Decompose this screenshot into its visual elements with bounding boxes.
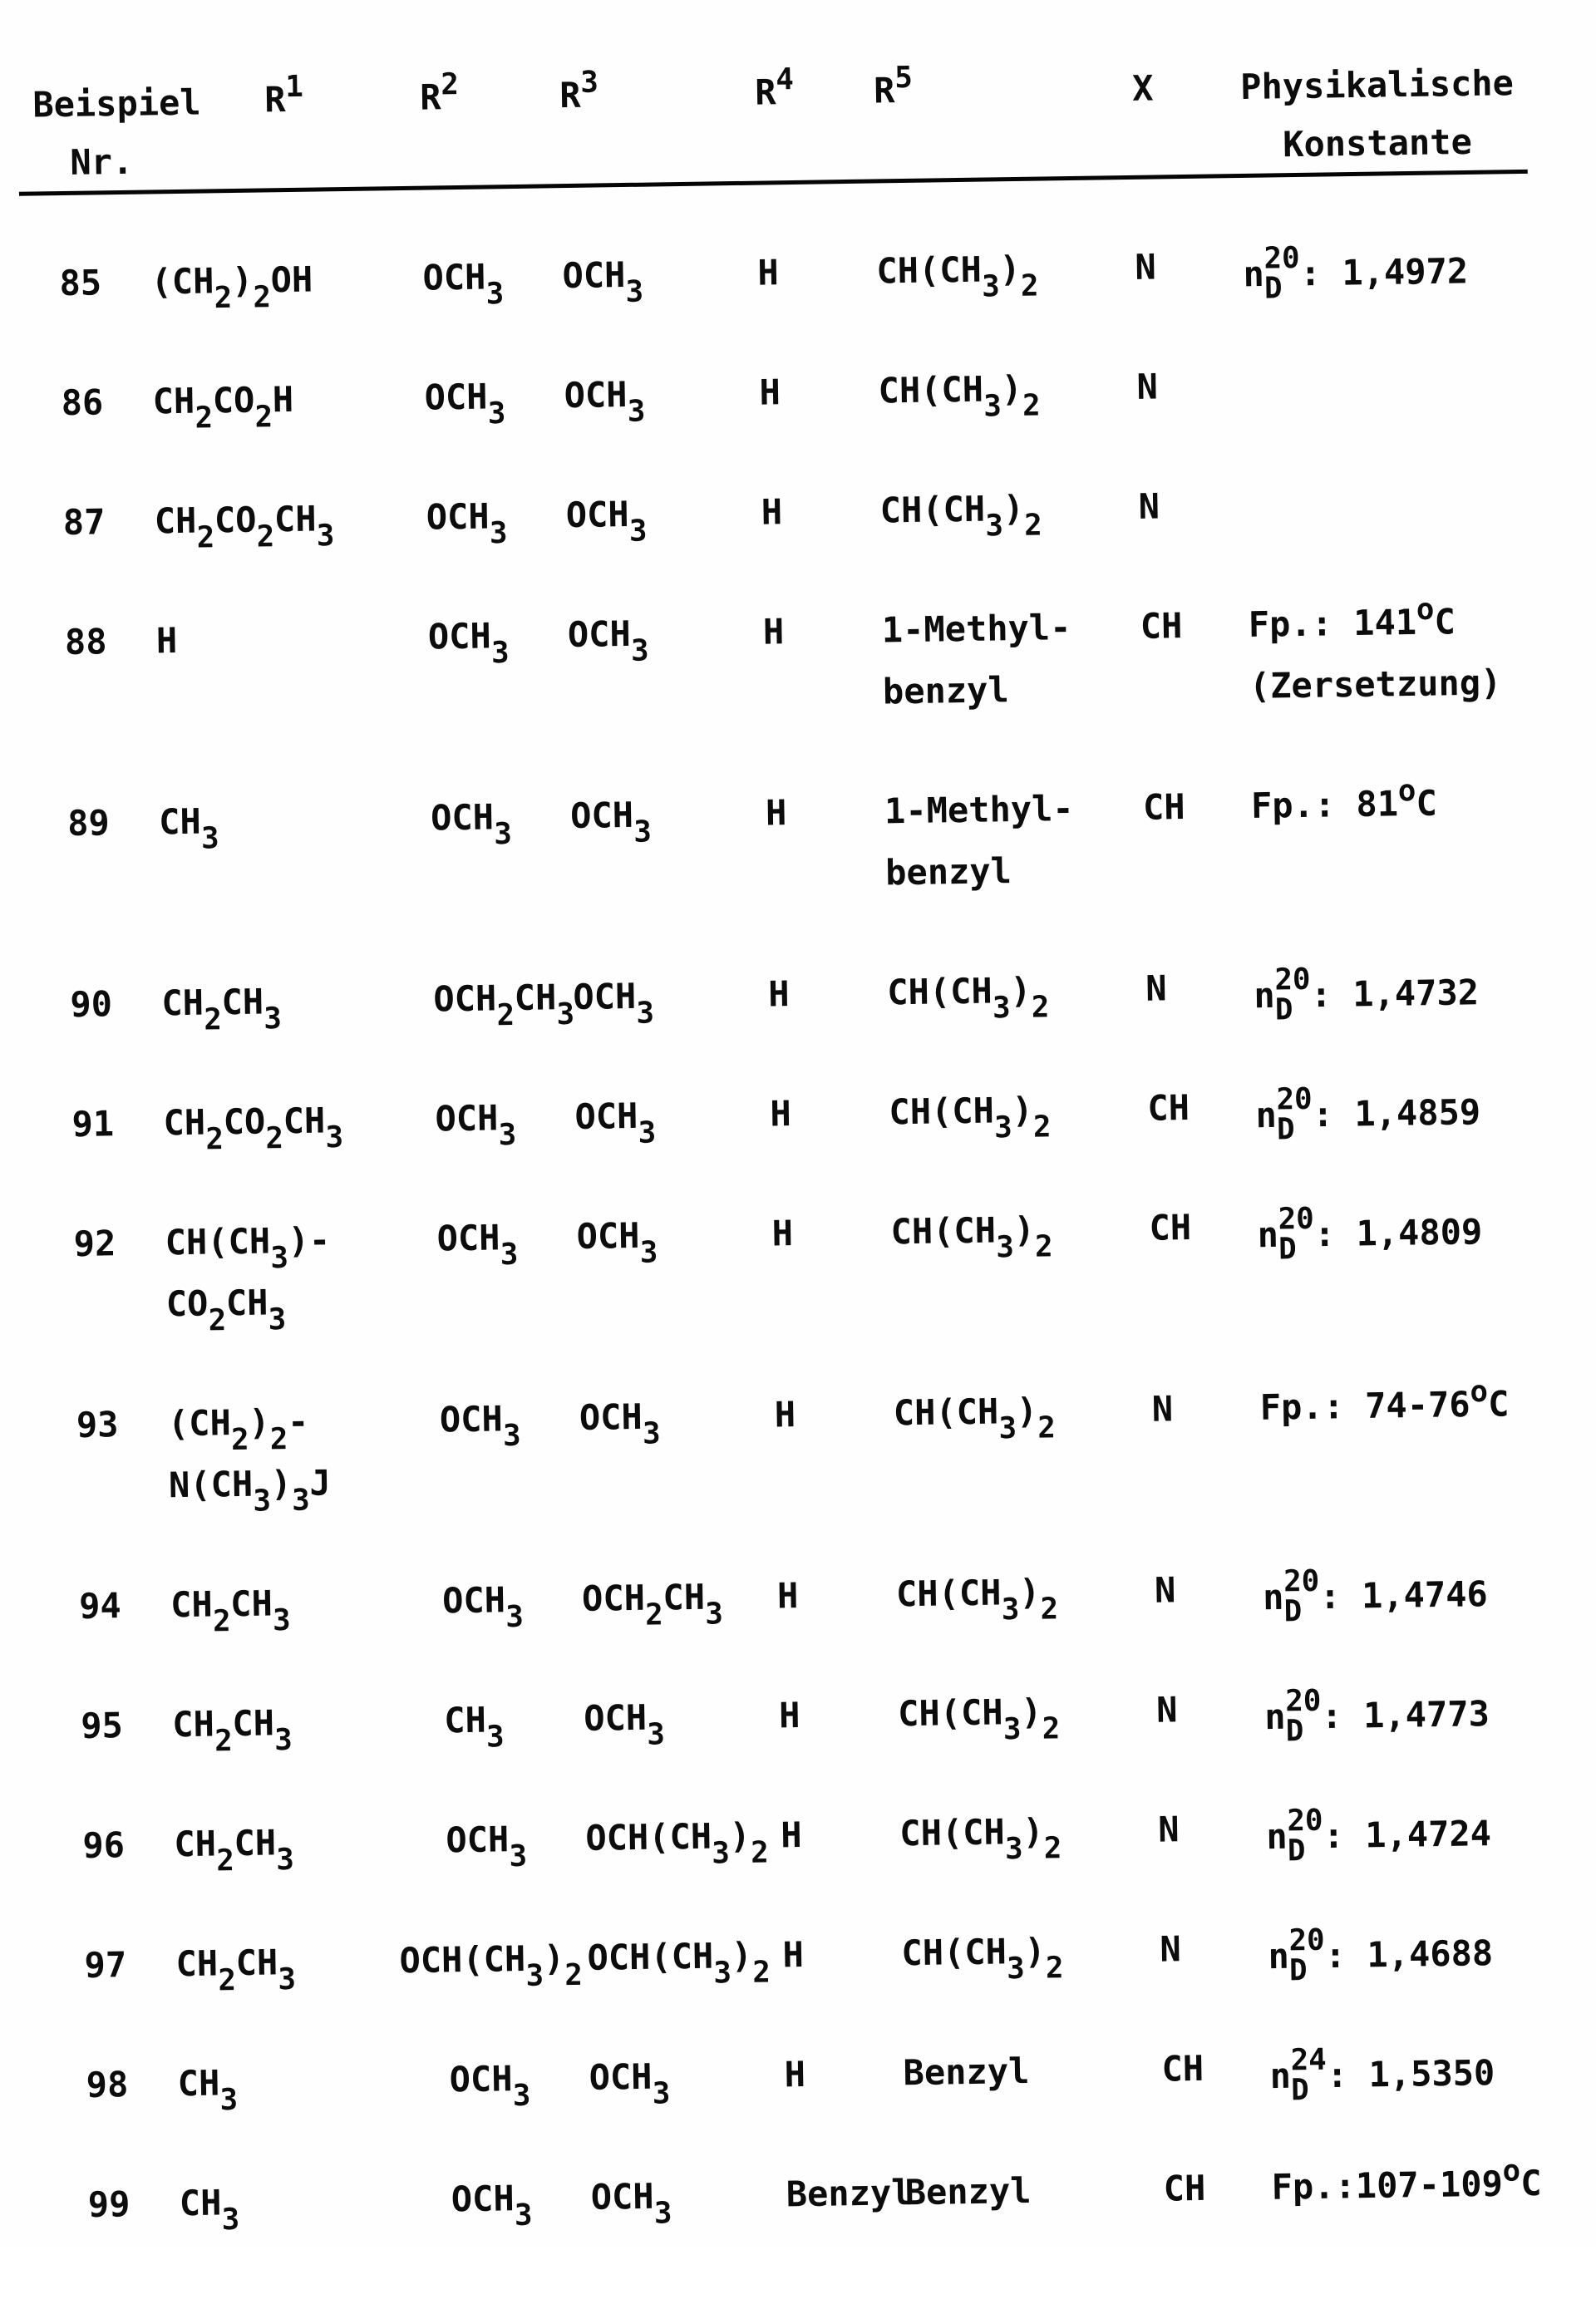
cell-physikalische-konstante: n 20 D : 1,4972 (1243, 240, 1469, 306)
cell-r3: $OCH_3$ (569, 794, 653, 849)
table-row (0, 239, 1585, 316)
table-header-row-1 (0, 59, 1583, 129)
cell-r2: $OCH_3$ (446, 1819, 528, 1874)
cell-r2: $OCH_3$ (426, 495, 508, 551)
cell-beispiel-nr: 91 (71, 1103, 115, 1145)
table-header-row-2 (0, 117, 1584, 187)
cell-r5: $CH(CH_3)_2$ (886, 969, 1050, 1026)
cell-physikalische-konstante: n 24 D : 1,5350 (1269, 2042, 1495, 2108)
cell-physikalische-konstante: n 20 D : 1,4773 (1264, 1683, 1490, 1749)
stacked-sup-sub: 20 D (1264, 240, 1300, 306)
cell-r3: $OCH_3$ (589, 2055, 671, 2111)
table-row (15, 2041, 1596, 2118)
table-row (6, 1374, 1596, 1519)
table-body (0, 239, 1596, 2238)
cell-x: N (1155, 1689, 1178, 1730)
table-row (0, 961, 1596, 1037)
table-row (1, 1081, 1596, 1157)
header-r4: $R^4$ (754, 62, 795, 113)
cell-physikalische-konstante: Fp.: 141$^o$C (Zersetzung) (1248, 592, 1502, 706)
cell-physikalische-konstante: n 20 D : 1,4732 (1254, 962, 1480, 1027)
cell-x: CH (1149, 1207, 1192, 1248)
header-konstante: Konstante (1282, 121, 1473, 165)
cell-x: N (1154, 1569, 1176, 1611)
cell-r4: Benzyl (786, 2172, 913, 2215)
cell-r3: $OCH(CH_3)_2$ (587, 1934, 771, 1991)
cell-r5: $CH(CH_3)_2$ (895, 1571, 1059, 1627)
cell-r3: $OCH_3$ (567, 613, 649, 668)
cell-r4: H (776, 1575, 799, 1617)
cell-r2: $OCH_3$ (439, 1398, 521, 1454)
cell-physikalische-konstante: n 20 D : 1,4859 (1255, 1081, 1481, 1147)
table-row (8, 1563, 1596, 1639)
cell-physikalische-konstante (1246, 479, 1589, 537)
header-r5: $R^5$ (873, 60, 914, 111)
cell-beispiel-nr: 99 (87, 2183, 131, 2225)
cell-r3: $OCH_2CH_3$ (581, 1576, 724, 1632)
cell-x: N (1157, 1809, 1180, 1850)
cell-r3: $OCH_3$ (574, 1095, 657, 1150)
cell-r4: H (774, 1394, 796, 1435)
cell-beispiel-nr: 87 (62, 501, 106, 544)
table-row (0, 479, 1589, 555)
cell-physikalische-konstante: n 20 D : 1,4746 (1262, 1563, 1489, 1629)
cell-r5: $CH(CH_3)_2$ (876, 248, 1039, 304)
cell-r2: $CH_3$ (443, 1699, 505, 1755)
cell-beispiel-nr: 96 (82, 1824, 126, 1866)
cell-r2: $OCH(CH_3)_2$ (399, 1937, 584, 1993)
cell-r1: $CH_3$ (179, 2182, 240, 2238)
stacked-sup-sub: 20 D (1287, 1803, 1323, 1868)
cell-beispiel-nr: 93 (76, 1404, 119, 1445)
cell-r1: $CH_2CO_2CH_3$ (163, 1100, 344, 1157)
stacked-sup-sub: 20 D (1288, 1922, 1325, 1988)
cell-r4: H (782, 1934, 805, 1976)
cell-beispiel-nr: 92 (73, 1223, 116, 1264)
cell-r1: $CH_3$ (158, 800, 219, 856)
table-row (10, 1682, 1596, 1759)
cell-beispiel-nr: 98 (86, 2064, 129, 2105)
cell-r2: $OCH_3$ (435, 1097, 517, 1153)
cell-r2: $OCH_3$ (436, 1217, 519, 1273)
header-x: X (1131, 67, 1154, 109)
cell-r3: $OCH_3$ (562, 254, 644, 309)
cell-r5: $CH(CH_3)_2$ (878, 367, 1041, 424)
stacked-sup-sub: 20 D (1283, 1563, 1320, 1629)
cell-r1: $CH_2CO_2H$ (152, 378, 294, 436)
cell-r2: $OCH_2CH_3$ (433, 977, 575, 1033)
cell-r5: $CH(CH_3)_2$ (893, 1390, 1057, 1446)
cell-r5: 1-Methyl- benzyl (884, 788, 1074, 894)
cell-r4: H (784, 2054, 806, 2095)
table-row (12, 1802, 1596, 1878)
cell-r1: $CH_2CH_3$ (161, 981, 283, 1037)
cell-r4: H (770, 1093, 792, 1135)
cell-x: CH (1142, 786, 1185, 828)
table-row (2, 1200, 1596, 1338)
cell-x: N (1160, 1928, 1182, 1970)
cell-physikalische-konstante: n 20 D : 1,4724 (1266, 1803, 1492, 1868)
cell-beispiel-nr: 97 (84, 1944, 127, 1986)
header-r2: $R^2$ (419, 67, 460, 118)
cell-r1: $CH_2CH_3$ (171, 1702, 293, 1759)
cell-x: CH (1140, 605, 1183, 647)
cell-r2: $OCH_3$ (427, 615, 510, 671)
cell-r3: $OCH_3$ (564, 373, 646, 429)
cell-r5: Benzyl (903, 2050, 1030, 2094)
cell-r1: $(CH_2)_2OH$ (150, 258, 313, 316)
stacked-sup-sub: 20 D (1276, 1081, 1313, 1147)
cell-beispiel-nr: 86 (61, 382, 104, 424)
cell-beispiel-nr: 85 (59, 262, 102, 304)
cell-r3: $OCH_3$ (576, 1214, 658, 1270)
cell-r1: $CH_3$ (177, 2062, 239, 2118)
cell-r4: H (767, 973, 790, 1015)
table-row (17, 2154, 1596, 2238)
cell-r3: $OCH_3$ (579, 1396, 661, 1451)
cell-x: N (1138, 485, 1160, 527)
cell-r3: $OCH(CH_3)_2$ (585, 1814, 769, 1871)
header-r3: $R^3$ (559, 65, 599, 116)
stacked-sup-sub: 24 D (1290, 2042, 1328, 2108)
cell-r2: $OCH_3$ (422, 256, 505, 312)
cell-x: CH (1147, 1087, 1190, 1129)
table-row (0, 592, 1591, 736)
cell-r4: H (771, 1213, 794, 1254)
header-physikalische: Physikalische (1239, 62, 1515, 107)
cell-x: CH (1163, 2167, 1206, 2209)
stacked-sup-sub: 20 D (1278, 1201, 1314, 1267)
cell-r1: $CH_2CH_3$ (175, 1942, 297, 1998)
cell-r3: $OCH_3$ (565, 493, 648, 549)
cell-r2: $OCH_3$ (424, 376, 506, 431)
cell-r1: $CH_2CH_3$ (170, 1583, 291, 1639)
cell-r4: H (759, 372, 781, 413)
cell-r5: $CH(CH_3)_2$ (879, 487, 1043, 544)
cell-r1: H (155, 620, 178, 662)
cell-x: CH (1161, 2047, 1204, 2090)
cell-beispiel-nr: 89 (66, 802, 111, 844)
cell-physikalische-konstante: Fp.: 74-76$^o$C (1259, 1374, 1510, 1428)
table-row (0, 359, 1587, 436)
cell-r5: 1-Methyl- benzyl (881, 607, 1071, 712)
cell-r3: $OCH_3$ (590, 2175, 672, 2231)
cell-r4: H (762, 611, 785, 652)
cell-r5: $CH(CH_3)_2$ (889, 1089, 1052, 1145)
cell-r3: $OCH_3$ (583, 1696, 666, 1752)
cell-physikalische-konstante (1244, 359, 1587, 417)
cell-x: N (1135, 246, 1157, 288)
cell-r4: H (765, 792, 787, 834)
cell-r2: $OCH_3$ (441, 1579, 525, 1635)
cell-r2: $OCH_3$ (430, 796, 513, 852)
cell-r2: $OCH_3$ (451, 2178, 533, 2233)
table-row (13, 1922, 1596, 1998)
cell-r2: $OCH_3$ (449, 2058, 531, 2114)
cell-r5: $CH(CH_3)_2$ (890, 1209, 1053, 1265)
cell-beispiel-nr: 90 (70, 983, 113, 1025)
cell-x: N (1136, 366, 1159, 407)
cell-beispiel-nr: 94 (78, 1585, 122, 1627)
cell-r4: H (778, 1695, 800, 1736)
stacked-sup-sub: 20 D (1285, 1683, 1322, 1749)
header-nr: Nr. (70, 140, 134, 183)
cell-r5: $CH(CH_3)_2$ (897, 1691, 1061, 1747)
cell-r1: $CH_2CO_2CH_3$ (154, 498, 335, 555)
cell-physikalische-konstante: Fp.:107-109$^o$C (1271, 2154, 1542, 2208)
cell-x: N (1151, 1388, 1174, 1430)
cell-r5: Benzyl (904, 2169, 1032, 2213)
cell-physikalische-konstante: n 20 D : 1,4809 (1257, 1201, 1483, 1267)
cell-r5: $CH(CH_3)_2$ (899, 1810, 1062, 1867)
cell-physikalische-konstante: Fp.: 81$^o$C (1250, 774, 1438, 826)
cell-r4: H (780, 1814, 802, 1856)
header-beispiel: Beispiel (32, 81, 201, 126)
cell-r1: $CH(CH_3)-$ $CO_2CH_3$ (165, 1219, 331, 1338)
cell-physikalische-konstante: n 20 D : 1,4688 (1268, 1922, 1494, 1988)
cell-beispiel-nr: 88 (64, 621, 107, 663)
cell-r4: H (757, 252, 780, 293)
cell-r1: $CH_2CH_3$ (174, 1822, 295, 1878)
stacked-sup-sub: 20 D (1274, 962, 1311, 1027)
table-row (0, 774, 1594, 918)
cell-r5: $CH(CH_3)_2$ (901, 1930, 1064, 1986)
header-r1: $R^1$ (264, 69, 304, 121)
cell-r3: $OCH_3$ (572, 975, 655, 1031)
cell-r4: H (761, 491, 783, 533)
cell-r1: $(CH_2)_2-$ $N(CH_3)_3J$ (167, 1401, 332, 1519)
cell-beispiel-nr: 95 (80, 1705, 124, 1746)
cell-x: N (1145, 967, 1167, 1009)
